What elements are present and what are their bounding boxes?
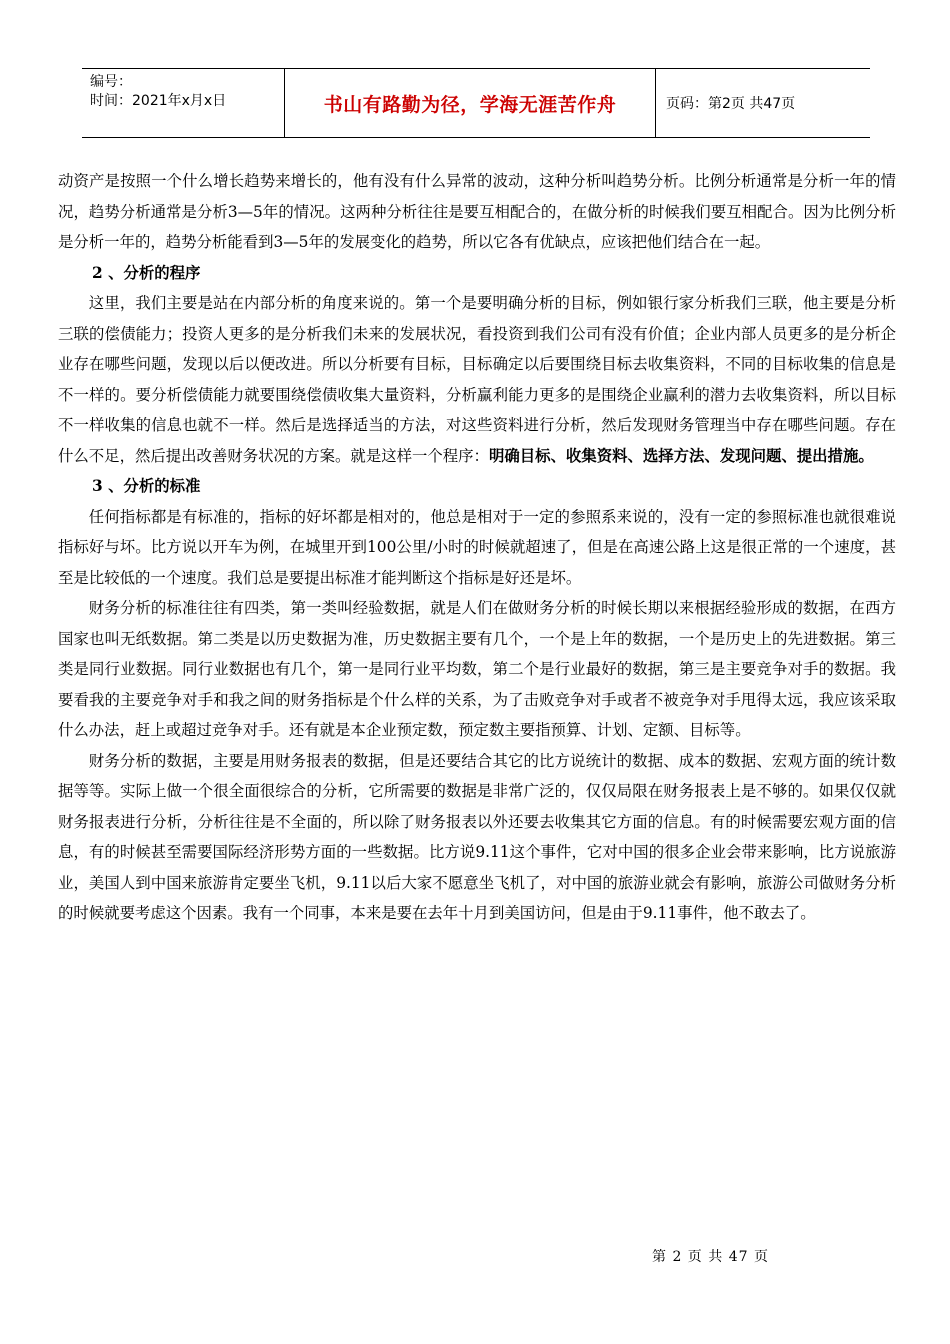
header-motto: 书山有路勤为径，学海无涯苦作舟 — [284, 69, 656, 137]
document-number-label: 编号： — [90, 74, 132, 90]
section-heading-standard: 3 、分析的标准 — [92, 477, 201, 495]
page-footer-number: 第 2 页 共 47 页 — [652, 1249, 769, 1265]
paragraph-standard-1: 任何指标都是有标准的，指标的好坏都是相对的，他总是相对于一定的参照系来说的，没有一定的参照标准也就很难说指标好与坏。比方说以开车为例，在城里开到100公里/小时的时候就超速了，但是在高速公路上这是很正常的一个速度，甚至是比较低的一个速度。我们总是要提出标准才能判断这个指标是好还是坏。 — [58, 507, 896, 587]
paragraph-procedure — [58, 288, 896, 471]
page-header — [82, 68, 870, 138]
header-page-label: 页码：第2页 共47页 — [666, 96, 796, 112]
paragraph-standard-2: 财务分析的标准往往有四类，第一类叫经验数据，就是人们在做财务分析的时候长期以来根据经验形成的数据，在西方国家也叫无纸数据。第二类是以历史数据为准，历史数据主要有几个，一个是上年的数据，一个是历史上的先进数据。第三类是同行业数据。同行业数据也有几个，第一是同行业平均数，第二个是行业最好的数据，第三是主要竞争对手的数据。我要看我的主要竞争对手和我之间的财务指标是个什么样的关系，为了击败竞争对手或者不被竞争对手甩得太远，我应该采取什么办法，赶上或超过竞争对手。还有就是本企业预定数，预定数主要指预算、计划、定额、目标等。 — [58, 599, 896, 739]
header-meta — [82, 69, 284, 137]
paragraph-procedure-text: 这里，我们主要是站在内部分析的角度来说的。第一个是要明确分析的目标，例如银行家分析我们三联，他主要是分析三联的偿债能力；投资人更多的是分析我们未来的发展状况，看投资到我们公司有没有价值；企业内部人员更多的是分析企业存在哪些问题，发现以后以便改进。所以分析要有目标，目标确定以后要围绕目标去收集资料，不同的目标收集的信息是不一样的。要分析偿债能力就要围绕偿债收集大量资料，分析赢利能力更多的是围绕企业赢利的潜力去收集资料，所以目标不一样收集的信息也就不一样。然后是选择适当的方法，对这些资料进行分析，然后发现财务管理当中存在哪些问题。存在什么不足，然后提出改善财务状况的方案。就是这样一个程序： — [58, 294, 896, 465]
document-date-label: 时间：2021年x月x日 — [90, 93, 227, 109]
paragraph-intro: 动资产是按照一个什么增长趋势来增长的，他有没有什么异常的波动，这种分析叫趋势分析。比例分析通常是分析一年的情况，趋势分析通常是分析3—5年的情况。这两种分析往往是要互相配合的，在做分析的时候我们要互相配合。因为比例分析是分析一年的，趋势分析能看到3—5年的发展变化的趋势，所以它各有优缺点，应该把他们结合在一起。 — [58, 172, 896, 251]
section-heading-procedure: 2 、分析的程序 — [92, 263, 201, 282]
document-body — [58, 166, 896, 929]
paragraph-data: 财务分析的数据，主要是用财务报表的数据，但是还要结合其它的比方说统计的数据、成本的数据、宏观方面的统计数据等等。实际上做一个很全面很综合的分析，它所需要的数据是非常广泛的，仅仅局限在财务报表上是不够的。如果仅仅就财务报表进行分析，分析往往是不全面的，所以除了财务报表以外还要去收集其它方面的信息。有的时候需要宏观方面的信息，有的时候甚至需要国际经济形势方面的一些数据。比方说9.11这个事件，它对中国的很多企业会带来影响，比方说旅游业，美国人到中国来旅游肯定要坐飞机，9.11以后大家不愿意坐飞机了，对中国的旅游业就会有影响，旅游公司做财务分析的时候就要考虑这个因素。我有一个同事，本来是要在去年十月到美国访问，但是由于9.11事件，他不敢去了。 — [58, 751, 896, 922]
procedure-steps-emphasis: 明确目标、收集资料、选择方法、发现问题、提出措施。 — [488, 446, 874, 465]
